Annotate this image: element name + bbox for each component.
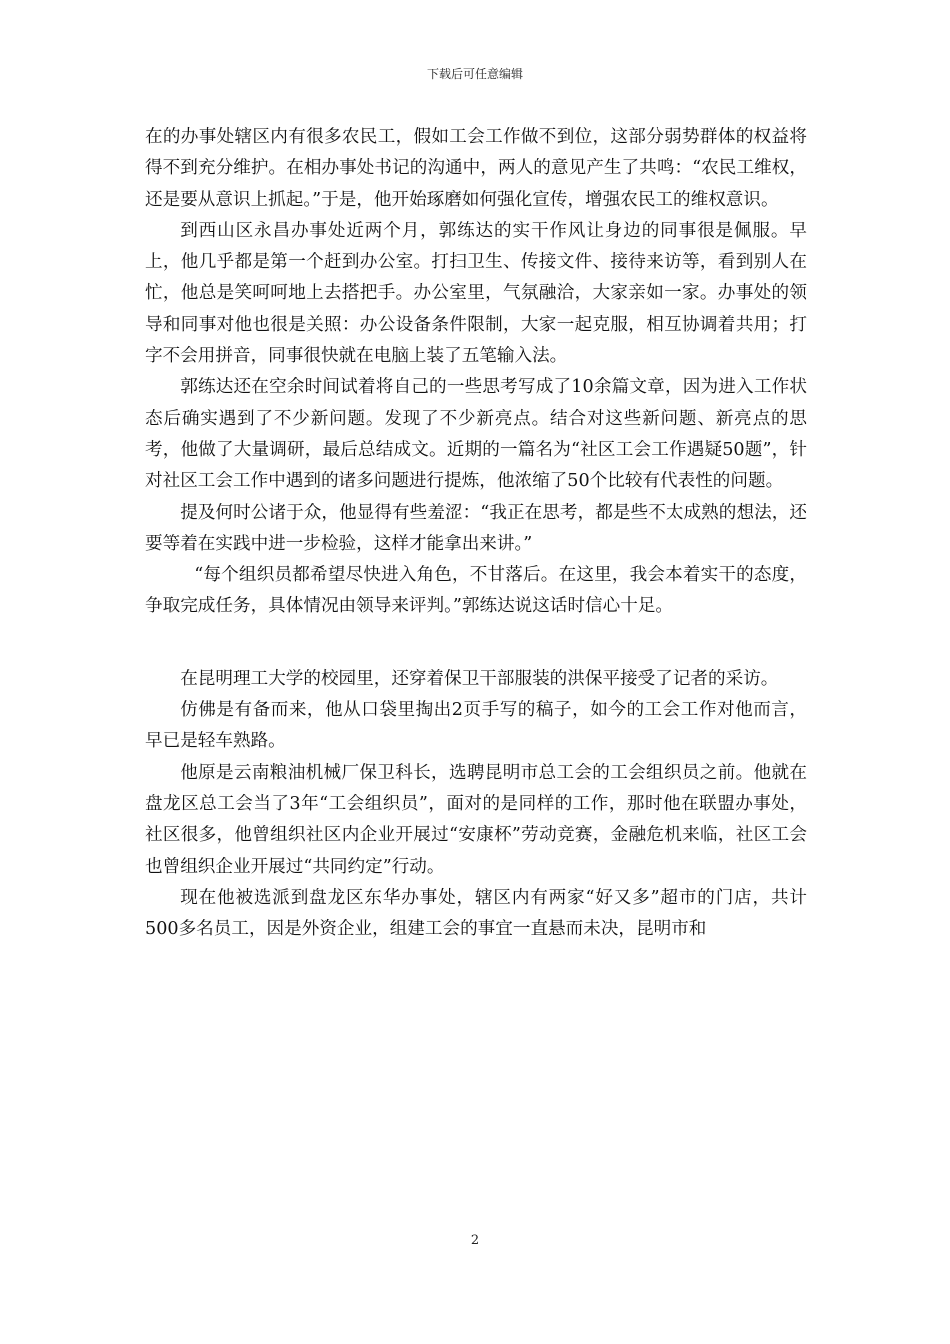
paragraph: 在的办事处辖区内有很多农民工，假如工会工作做不到位，这部分弱势群体的权益将得不到充分维护。在相办事处书记的沟通中，两人的意见产生了共鸣：“农民工维权，还是要从意识上抓起。”于是，他开始琢磨如何强化宣传，增强农民工的维权意识。 (145, 127, 807, 210)
paragraph: “每个组织员都希望尽快进入角色，不甘落后。在这里，我会本着实干的态度，争取完成任务，具体情况由领导来评判。”郭练达说这话时信心十足。 (145, 565, 807, 617)
paragraph: 提及何时公诸于众，他显得有些羞涩：“我正在思考，都是些不太成熟的想法，还要等着在实践中进一步检验，这样才能拿出来讲。” (145, 502, 807, 554)
paragraph: 郭练达还在空余时间试着将自己的一些思考写成了10余篇文章，因为进入工作状态后确实遇到了不少新问题。发现了不少新亮点。结合对这些新问题、新亮点的思考，他做了大量调研，最后总结成文。近期的一篇名为“社区工会工作遇疑50题”，针对社区工会工作中遇到的诸多问题进行提炼，他浓缩了50个比较有代表性的问题。 (145, 377, 807, 492)
paragraph: 现在他被选派到盘龙区东华办事处，辖区内有两家“好又多”超市的门店，共计500多名员工，因是外资企业，组建工会的事宜一直悬而未决，昆明市和 (145, 887, 807, 940)
document-body (145, 122, 807, 945)
paragraph: 仿佛是有备而来，他从口袋里掏出2页手写的稿子，如今的工会工作对他而言，早已是轻车熟路。 (145, 700, 807, 752)
paragraph: 在昆明理工大学的校园里，还穿着保卫干部服装的洪保平接受了记者的采访。 (180, 668, 779, 689)
page-number: 2 (470, 1233, 480, 1248)
section-gap (145, 623, 807, 664)
paragraph: 他原是云南粮油机械厂保卫科长，选聘昆明市总工会的工会组织员之前。他就在盘龙区总工会当了3年“工会组织员”，面对的是同样的工作，那时他在联盟办事处，社区很多，他曾组织社区内企业开展过“安康杯”劳动竞赛，金融危机来临，社区工会也曾组织企业开展过“共同约定”行动。 (145, 762, 807, 877)
header-note: 下载后可任意编辑 (426, 67, 523, 81)
paragraph: 到西山区永昌办事处近两个月，郭练达的实干作风让身边的同事很是佩服。早上，他几乎都是第一个赶到办公室。打扫卫生、传接文件、接待来访等，看到别人在忙，他总是笑呵呵地上去搭把手。办公室里，气氛融洽，大家亲如一家。办事处的领导和同事对他也很是关照：办公设备条件限制，大家一起克服，相互协调着共用；打字不会用拼音，同事很快就在电脑上装了五笔输入法。 (145, 220, 807, 367)
